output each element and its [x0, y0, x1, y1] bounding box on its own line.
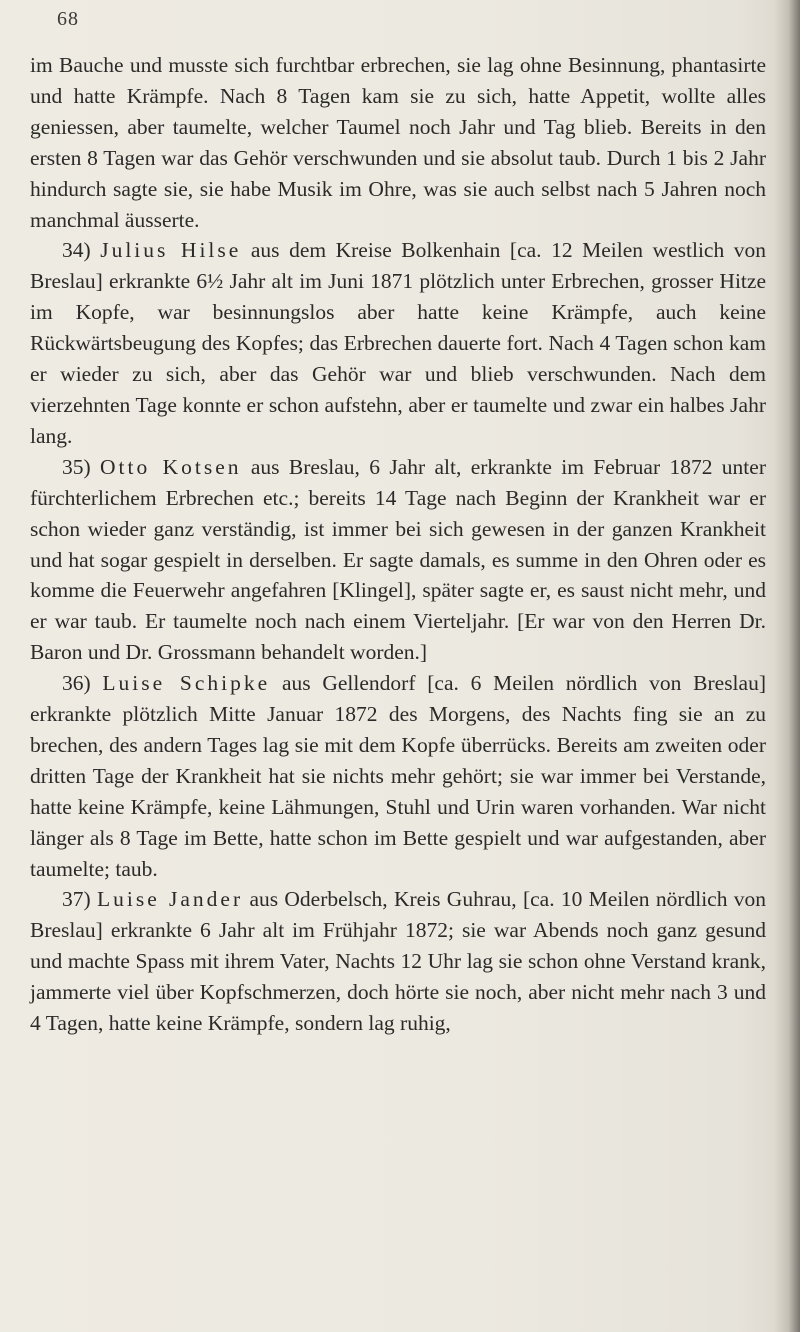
- case-36: [30, 668, 766, 884]
- patient-name: Luise Jander: [96, 887, 244, 912]
- page-edge-shadow: [774, 0, 800, 1332]
- patient-name: Luise Schipke: [102, 671, 271, 696]
- page-number: 68: [57, 8, 79, 30]
- case-text: aus Breslau, 6 Jahr alt, erkrankte im Februar 1872 unter fürchterlichem Erbrechen etc.; bereits 14 Tage nach Beginn der Krankheit war er schon wieder ganz verständig, ist immer bei sich gewesen in der ganzen Krankheit und hat sogar gespielt in derselben. Er sagte damals, es summe in den Ohren oder es komme die Feuerwehr angefahren [Klingel], später sagte er, es saust nicht mehr, und er war taub. Er taumelte noch nach einem Vierteljahr. [Er war von den Herren Dr. Baron und Dr. Grossmann behandelt worden.]: [30, 454, 766, 665]
- case-text: aus Oderbelsch, Kreis Guhrau, [ca. 10 Meilen nördlich von Breslau] erkrankte 6 Jahr alt im Frühjahr 1872; sie war Abends noch ganz gesund und machte Spass mit ihrem Vater, Nachts 12 Uhr lag sie schon ohne Verstand krank, jammerte viel über Kopfschmerzen, doch hörte sie noch, aber nicht mehr nach 3 und 4 Tagen, hatte keine Krämpfe, sondern lag ruhig,: [30, 887, 767, 1036]
- case-34: [30, 235, 766, 451]
- case-number: 36): [62, 671, 91, 696]
- case-number: 35): [62, 454, 91, 479]
- case-35: [30, 452, 766, 668]
- body-text: [30, 50, 766, 1039]
- patient-name: Julius Hilse: [100, 238, 242, 263]
- case-text: aus dem Kreise Bolkenhain [ca. 12 Meilen westlich von Breslau] erkrankte 6½ Jahr alt im Juni 1871 plötzlich unter Erbrechen, grosser Hitze im Kopfe, war besinnungslos aber hatte keine Krämpfe, auch keine Rückwärtsbeugung des Kopfes; das Erbrechen dauerte fort. Nach 4 Tagen schon kam er wieder zu sich, aber das Gehör war und blieb verschwunden. Nach dem vierzehnten Tage konnte er schon aufstehn, aber er taumelte und zwar ein halbes Jahr lang.: [30, 238, 766, 448]
- patient-name: Otto Kotsen: [100, 454, 242, 479]
- paragraph-continuation: [30, 50, 766, 235]
- case-number: 34): [62, 238, 91, 263]
- case-37: [30, 884, 766, 1039]
- case-number: 37): [62, 887, 91, 912]
- paragraph-text: im Bauche und musste sich furchtbar erbrechen, sie lag ohne Besinnung, phantasirte und hatte Krämpfe. Nach 8 Tagen kam sie zu sich, hatte Appetit, wollte alles geniessen, aber taumelte, welcher Taumel noch Jahr und Tag blieb. Bereits in den ersten 8 Tagen war das Gehör verschwunden und sie absolut taub. Durch 1 bis 2 Jahr hindurch sagte sie, sie habe Musik im Ohre, was sie auch selbst nach 5 Jahren noch manchmal äusserte.: [30, 53, 766, 232]
- case-text: aus Gellendorf [ca. 6 Meilen nördlich von Breslau] erkrankte plötzlich Mitte Januar 1872 des Morgens, des Nachts fing sie an zu brechen, des andern Tages lag sie mit dem Kopfe überrücks. Bereits am zweiten oder dritten Tage der Krankheit hat sie nichts mehr gehört; sie war immer bei Verstande, hatte keine Krämpfe, keine Lähmungen, Stuhl und Urin waren vorhanden. War nicht länger als 8 Tage im Bette, hatte schon im Bette gespielt und war aufgestanden, aber taumelte; taub.: [30, 671, 766, 881]
